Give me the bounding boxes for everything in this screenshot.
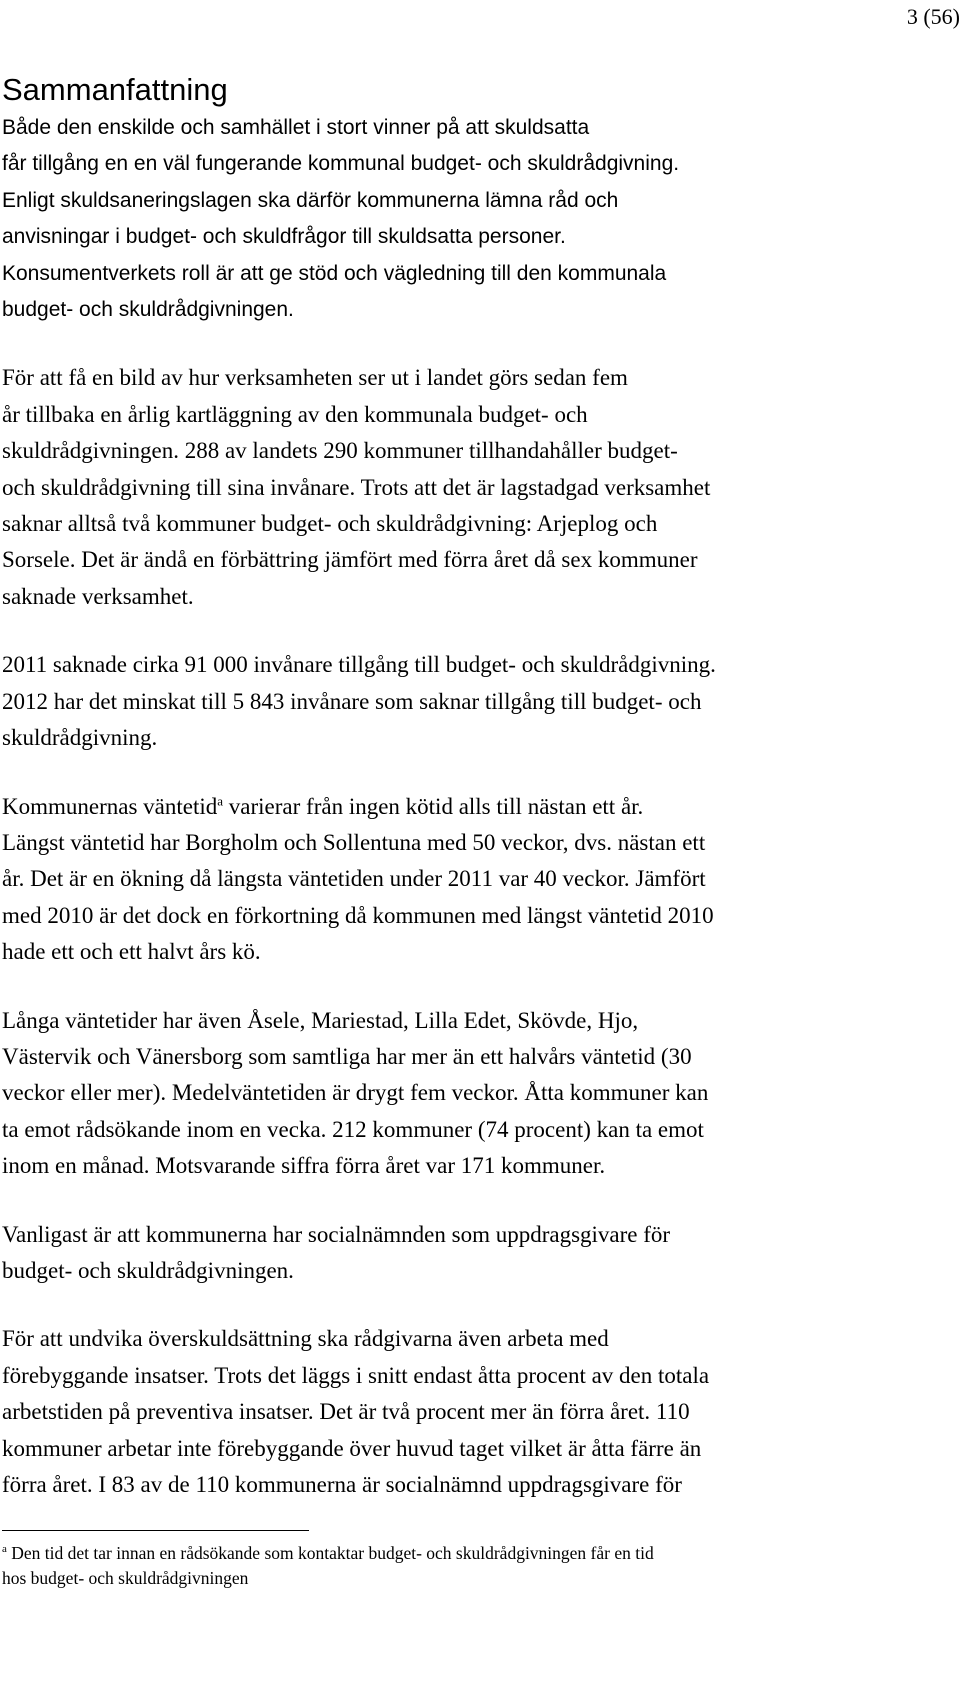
footnote-divider — [2, 1530, 309, 1531]
paragraph-line: förra året. I 83 av de 110 kommunerna är socialnämnd uppdragsgivare för — [2, 1472, 682, 1497]
footnote-marker: a — [2, 1543, 7, 1556]
paragraph-line: För att få en bild av hur verksamheten ser ut i landet görs sedan fem — [2, 365, 628, 391]
paragraph-line: år tillbaka en årlig kartläggning av den kommunala budget- och — [2, 401, 588, 427]
paragraph-long-waits — [2, 1003, 942, 1185]
text-run: varierar från ingen kötid alls till nästan ett år. — [223, 793, 644, 819]
footnote-line — [2, 1541, 942, 1566]
intro-line: anvisningar i budget- och skuldfrågor till skuldsatta personer. — [2, 225, 566, 249]
paragraph-line: Vanligast är att kommunerna har socialnämnden som uppdragsgivare för — [2, 1221, 671, 1247]
intro-line: Enligt skuldsaneringslagen ska därför kommunerna lämna råd och — [2, 188, 619, 212]
paragraph-line — [2, 789, 942, 825]
paragraph-line: 2012 har det minskat till 5 843 invånare som saknar tillgång till budget- och — [2, 688, 702, 714]
text-run: Kommunernas väntetid — [2, 793, 218, 819]
paragraph-line: år. Det är en ökning då längsta väntetiden under 2011 var 40 veckor. Jämfört — [2, 866, 706, 892]
section-heading: Sammanfattning — [2, 72, 228, 107]
intro-line: får tillgång en en väl fungerande kommunal budget- och skuldrådgivning. — [2, 152, 680, 176]
intro-line: budget- och skuldrådgivningen. — [2, 298, 294, 322]
footnote-line: hos budget- och skuldrådgivningen — [2, 1568, 249, 1588]
paragraph-line: 2011 saknade cirka 91 000 invånare tillgång till budget- och skuldrådgivning. — [2, 652, 716, 678]
paragraph-line: inom en månad. Motsvarande siffra förra året var 171 kommuner. — [2, 1153, 606, 1179]
paragraph-commissioner — [2, 1217, 942, 1290]
page-number: 3 (56) — [906, 4, 960, 29]
footnote — [2, 1541, 942, 1591]
paragraph-line: budget- och skuldrådgivningen. — [2, 1257, 294, 1283]
paragraph-line: kommuner arbetar inte förebyggande över huvud taget vilket är åtta färre än — [2, 1435, 702, 1461]
paragraph-line: Långa väntetider har även Åsele, Mariestad, Lilla Edet, Skövde, Hjo, — [2, 1007, 639, 1033]
paragraph-line: skuldrådgivning. — [2, 725, 158, 751]
paragraph-line: Sorsele. Det är ändå en förbättring jämfört med förra året då sex kommuner — [2, 547, 698, 573]
intro-line: Både den enskilde och samhället i stort vinner på att skuldsatta — [2, 116, 590, 139]
paragraph-line: Västervik och Vänersborg som samtliga har mer än ett halvårs väntetid (30 — [2, 1043, 692, 1069]
paragraph-line: För att undvika överskuldsättning ska rådgivarna även arbeta med — [2, 1326, 609, 1352]
footnote-reference: a — [217, 792, 224, 808]
paragraph-line: saknade verksamhet. — [2, 583, 194, 609]
paragraph-line: och skuldrådgivning till sina invånare. Trots att det är lagstadgad verksamhet — [2, 474, 711, 500]
intro-paragraph — [2, 110, 942, 328]
paragraph-line: ta emot rådsökande inom en vecka. 212 kommuner (74 procent) kan ta emot — [2, 1116, 704, 1142]
paragraph-line: hade ett och ett halvt års kö. — [2, 939, 261, 965]
paragraph-line: med 2010 är det dock en förkortning då kommunen med längst väntetid 2010 — [2, 902, 714, 928]
paragraph-line: arbetstiden på preventiva insatser. Det är två procent mer än förra året. 110 — [2, 1399, 690, 1425]
footnote-text: Den tid det tar innan en rådsökande som kontaktar budget- och skuldrådgivningen får en tid — [6, 1543, 654, 1563]
paragraph-prevention — [2, 1321, 942, 1503]
paragraph-line: veckor eller mer). Medelväntetiden är drygt fem veckor. Åtta kommuner kan — [2, 1080, 709, 1106]
paragraph-line: förebyggande insatser. Trots det läggs i snitt endast åtta procent av den totala — [2, 1362, 710, 1388]
paragraph-waiting-time — [2, 789, 942, 971]
paragraph-line: Längst väntetid har Borgholm och Sollentuna med 50 veckor, dvs. nästan ett — [2, 829, 706, 855]
paragraph-line: saknar alltså två kommuner budget- och skuldrådgivning: Arjeplog och — [2, 511, 658, 537]
paragraph-access — [2, 647, 942, 756]
intro-line: Konsumentverkets roll är att ge stöd och vägledning till den kommunala — [2, 261, 667, 285]
document-body — [2, 70, 942, 1503]
paragraph-line: skuldrådgivningen. 288 av landets 290 kommuner tillhandahåller budget- — [2, 438, 678, 464]
paragraph-survey — [2, 360, 942, 615]
